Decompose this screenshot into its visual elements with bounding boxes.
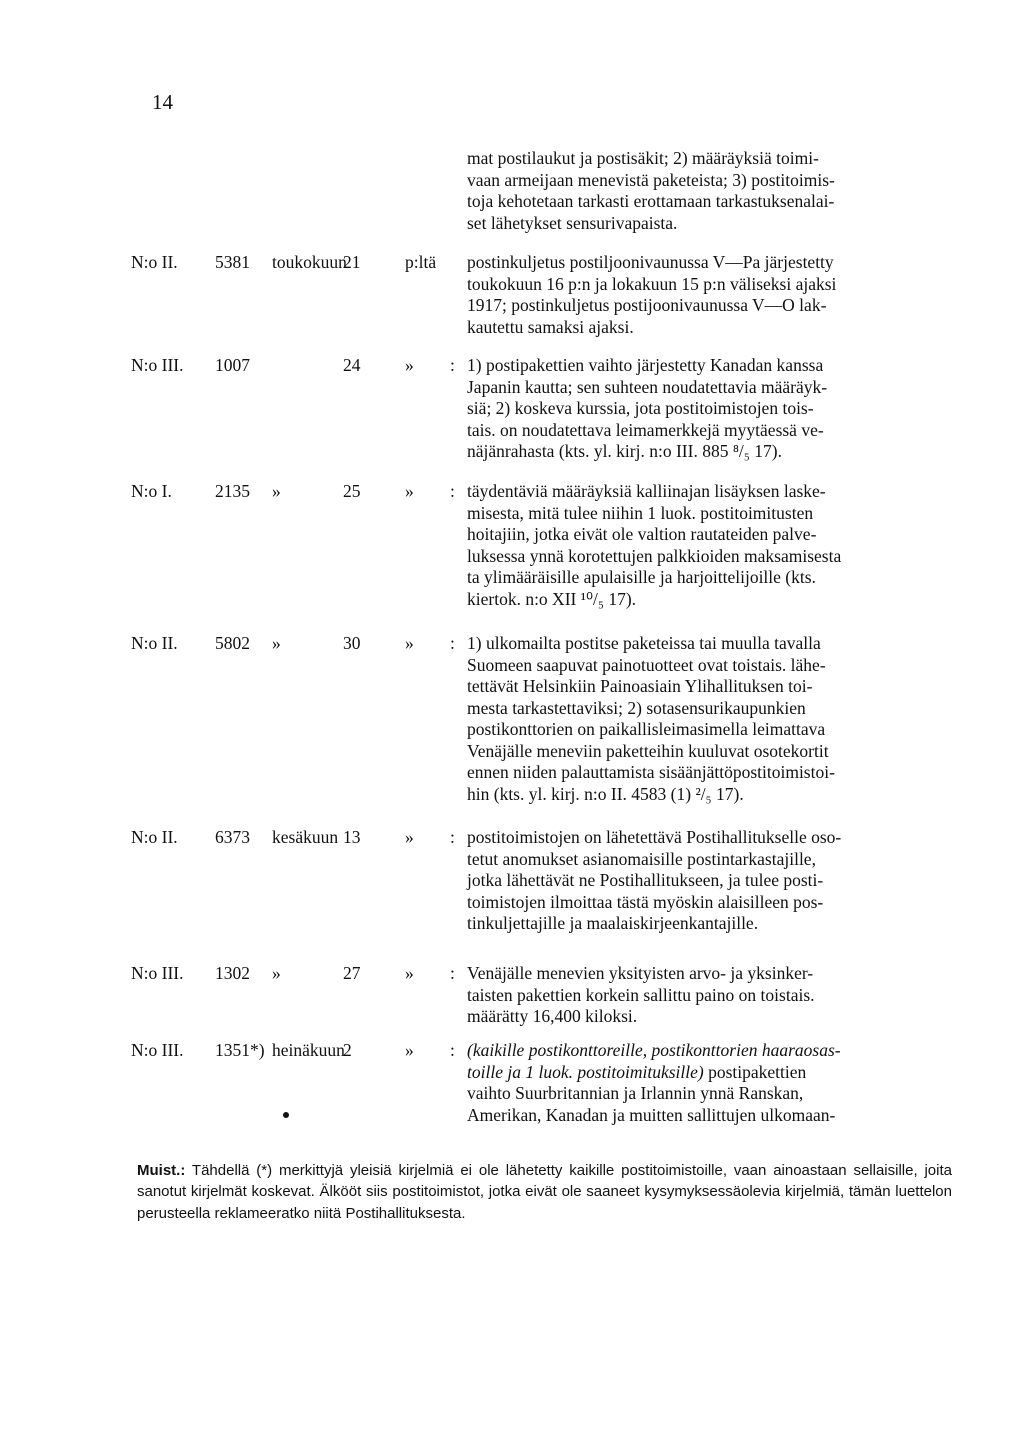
entry-text-line: hoitajiin, jotka eivät ole valtion rautateiden palve- bbox=[467, 524, 817, 544]
entry-text-line: Japanin kautta; sen suhteen noudatettavia määräyk- bbox=[467, 376, 828, 397]
entry-text-line: ennen niiden palauttamista sisäänjättöpostitoimistoi- bbox=[467, 762, 835, 782]
entry-ditto: » bbox=[405, 481, 414, 501]
entry-text-line: määrätty 16,400 kiloksi. bbox=[467, 1006, 638, 1026]
footnote bbox=[137, 1160, 952, 1224]
entry-ditto: p:ltä bbox=[405, 252, 437, 272]
entry-text-line: hin (kts. yl. kirj. n:o II. 4583 (1) ²/₅ 17). bbox=[467, 783, 744, 804]
entry-day: 2 bbox=[343, 1040, 352, 1060]
footnote-label: Muist.: bbox=[137, 1162, 186, 1179]
page-number: 14 bbox=[152, 90, 173, 114]
entry-nro: N:o II. bbox=[131, 633, 178, 653]
entry-text-line: postikonttorien on paikallisleimasimella leimattava bbox=[467, 719, 826, 739]
entry-text-line: näjänrahasta (kts. yl. kirj. n:o III. 885 ⁸/₅ 17). bbox=[467, 441, 782, 461]
italic-phrase: (kaikille postikonttoreille, postikonttorien haaraosas- bbox=[467, 1040, 841, 1060]
entry-nro: N:o III. bbox=[131, 355, 184, 375]
entry-text-line: Venäjälle meneviin paketteihin kuuluvat osotekortit bbox=[467, 740, 829, 761]
entry-text-line: postinkuljetus postiljoonivaunussa V—Pa järjestetty bbox=[467, 252, 834, 272]
entry-text-line bbox=[467, 1040, 841, 1060]
entry-text-line: kautettu samaksi ajaksi. bbox=[467, 316, 634, 337]
entry-month: » bbox=[272, 963, 281, 983]
entry-num: 5381 bbox=[215, 252, 250, 272]
entry-text-line: toja kehotetaan tarkasti erottamaan tarkastuksenalai- bbox=[467, 191, 835, 211]
entry-day: 30 bbox=[343, 633, 361, 653]
entry-text-line: tetut anomukset asianomaisille postintarkastajille, bbox=[467, 848, 816, 869]
entry-text-line: 1) postipakettien vaihto järjestetty Kanadan kanssa bbox=[467, 355, 824, 375]
entry-text-line: misesta, mitä tulee niihin 1 luok. postitoimitusten bbox=[467, 502, 814, 523]
entry-text-line: tinkuljettajille ja maalaiskirjeenkantajille. bbox=[467, 913, 759, 933]
footnote-text: Tähdellä (*) merkittyjä yleisiä kirjelmiä ei ole lähetetty kaikille postitoimistoille, vaan ainoastaan sellaisille, joita sanotut kirjelmät koskevat. Älkööt siis postitoimistot, jotka eivät ole saaneet kysymyksessäolevia kirjelmiä, tämän luettelon perusteella reklameeratko niitä Postihallituksesta. bbox=[137, 1162, 952, 1222]
entry-day: 27 bbox=[343, 963, 361, 983]
entry-ditto: » bbox=[405, 827, 414, 847]
entry-nro: N:o II. bbox=[131, 252, 178, 272]
entry-num: 1007 bbox=[215, 355, 250, 375]
entry-day: 13 bbox=[343, 827, 361, 847]
entry-text-line: vaan armeijaan menevistä paketeista; 3) postitoimis- bbox=[467, 169, 835, 190]
entry-ditto: » bbox=[405, 1040, 414, 1060]
entry-month: » bbox=[272, 633, 281, 653]
entry-text-line: luksessa ynnä korotettujen palkkioiden maksamisesta bbox=[467, 545, 842, 566]
entry-text-line: mat postilaukut ja postisäkit; 2) määräyksiä toimi- bbox=[467, 148, 819, 168]
entry-num: 5802 bbox=[215, 633, 250, 653]
entry-nro: N:o II. bbox=[131, 827, 178, 847]
entry-month: kesäkuun bbox=[272, 827, 339, 847]
entry-text-line: siä; 2) koskeva kurssia, jota postitoimistojen tois- bbox=[467, 398, 814, 418]
entry-num: 1351*) bbox=[215, 1040, 265, 1060]
entry-ditto: » bbox=[405, 633, 414, 653]
entry-colon: : bbox=[450, 1040, 455, 1060]
entry-text-line: toimistojen ilmoittaa tästä myöskin alaisilleen pos- bbox=[467, 891, 824, 912]
entry-nro: N:o I. bbox=[131, 481, 172, 501]
entry-colon: : bbox=[450, 963, 455, 983]
entry-text-line: vaihto Suurbritannian ja Irlannin ynnä Ranskan, bbox=[467, 1083, 804, 1103]
entry-day: 21 bbox=[343, 252, 361, 272]
entry-text-line: toille ja 1 luok. postitoimituksille) postipakettien bbox=[467, 1061, 807, 1082]
entry-num: 6373 bbox=[215, 827, 250, 847]
ink-dot bbox=[283, 1112, 289, 1118]
entry-num: 2135 bbox=[215, 481, 250, 501]
entry-colon: : bbox=[450, 355, 455, 375]
entry-ditto: » bbox=[405, 355, 414, 375]
entry-text-line: jotka lähettävät ne Postihallitukseen, ja tulee posti- bbox=[467, 870, 824, 890]
entry-text-line: kiertok. n:o XII ¹⁰/₅ 17). bbox=[467, 588, 637, 609]
entry-colon: : bbox=[450, 481, 455, 501]
entry-text-line: Suomeen saapuvat painotuotteet ovat toistais. lähe- bbox=[467, 654, 826, 675]
entry-text-line: mesta tarkastettaviksi; 2) sotasensurikaupunkien bbox=[467, 697, 806, 718]
entry-text-line: taisten pakettien korkein sallittu paino on toistais. bbox=[467, 984, 815, 1005]
entry-month: » bbox=[272, 481, 281, 501]
entry-text-line: ta ylimääräisille apulaisille ja harjoittelijoille (kts. bbox=[467, 567, 816, 587]
entry-text-line: postitoimistojen on lähetettävä Postihallitukselle oso- bbox=[467, 827, 842, 847]
entry-month: toukokuun bbox=[272, 252, 347, 272]
entry-month: heinäkuun bbox=[272, 1040, 345, 1060]
entry-ditto: » bbox=[405, 963, 414, 983]
entry-text-line: täydentäviä määräyksiä kalliinajan lisäyksen laske- bbox=[467, 481, 826, 501]
entry-text-line: set lähetykset sensurivapaista. bbox=[467, 212, 678, 233]
entry-text-line: 1917; postinkuljetus postijoonivaunussa V—O lak- bbox=[467, 295, 827, 315]
entry-text-line: Amerikan, Kanadan ja muitten sallittujen ulkomaan- bbox=[467, 1104, 836, 1125]
entry-num: 1302 bbox=[215, 963, 250, 983]
entry-colon: : bbox=[450, 633, 455, 653]
entry-text-line: toukokuun 16 p:n ja lokakuun 15 p:n väliseksi ajaksi bbox=[467, 273, 837, 294]
entry-text-line: tettävät Helsinkiin Painoasiain Ylihallituksen toi- bbox=[467, 676, 813, 696]
entry-text-line: Venäjälle menevien yksityisten arvo- ja yksinker- bbox=[467, 963, 814, 983]
italic-phrase: toille ja 1 luok. postitoimituksille) bbox=[467, 1061, 704, 1082]
entry-nro: N:o III. bbox=[131, 963, 184, 983]
entry-colon: : bbox=[450, 827, 455, 847]
entry-text-line: tais. on noudatettava leimamerkkejä myytäessä ve- bbox=[467, 419, 824, 440]
entry-nro: N:o III. bbox=[131, 1040, 184, 1060]
entry-day: 24 bbox=[343, 355, 361, 375]
entry-text-line: 1) ulkomailta postitse paketeissa tai muulla tavalla bbox=[467, 633, 821, 653]
entry-day: 25 bbox=[343, 481, 361, 501]
